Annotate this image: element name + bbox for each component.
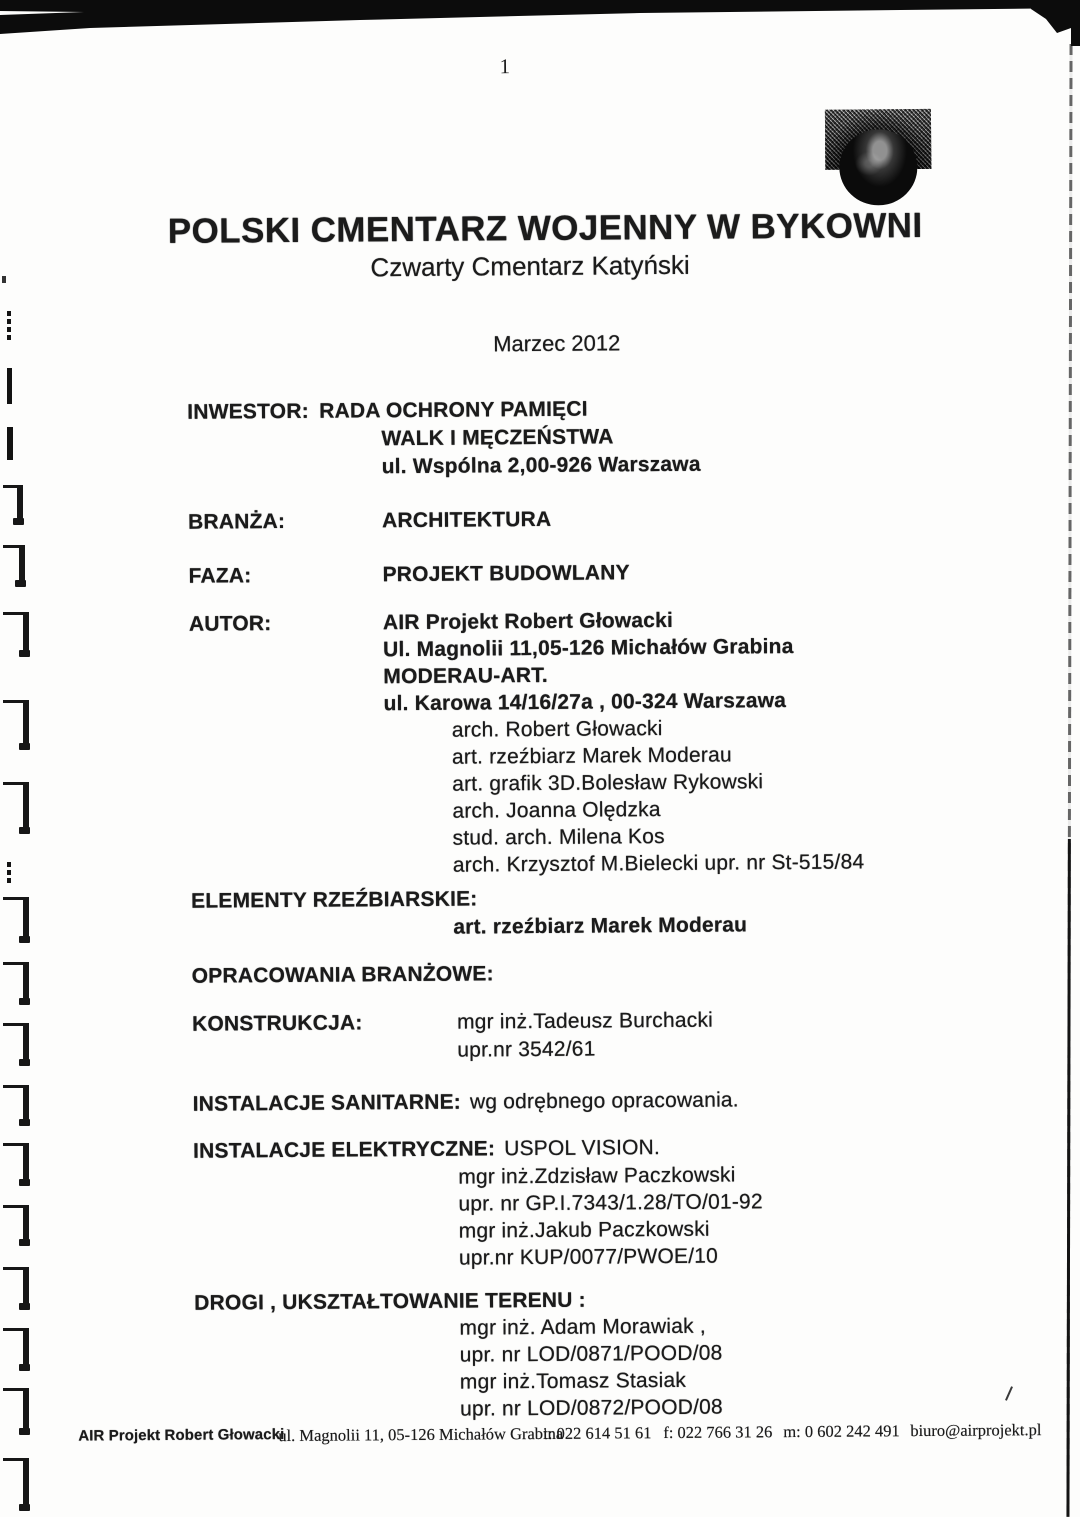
autor-team-member: art. rzeźbiarz Marek Moderau [451,743,732,769]
drogi-label: DROGI , UKSZTAŁTOWANIE TERENU : [194,1288,586,1315]
inwestor-value-line3: ul. Wspólna 2,00-926 Warszawa [381,452,701,479]
elektryczne-staff-line: upr.nr KUP/0077/PWOE/10 [458,1244,719,1270]
elementy-label: ELEMENTY RZEŹBIARSKIE: [191,887,478,913]
autor-team-member: stud. arch. Milena Kos [452,825,665,850]
autor-team-member: arch. Joanna Olędzka [452,798,661,823]
elementy-value: art. rzeźbiarz Marek Moderau [453,913,748,939]
logo-globe-circle [839,129,918,206]
sanitarne-line [193,1088,739,1116]
document-date: Marzec 2012 [493,330,621,357]
inwestor-label: INWESTOR: [187,399,309,424]
document-title: POLSKI CMENTARZ WOJENNY W BYKOWNI [167,205,923,251]
footer-fax: f: 022 766 31 26 [663,1422,773,1443]
page-number: 1 [499,54,511,79]
sanitarne-value: wg odrębnego opracowania. [469,1088,739,1114]
inwestor-value-line1: RADA OCHRONY PAMIĘCI [319,397,588,423]
faza-value: PROJEKT BUDOWLANY [382,561,630,587]
konstrukcja-label: KONSTRUKCJA: [191,1011,363,1036]
autor-team-member: arch. Krzysztof M.Bielecki upr. nr St-515/84 [452,850,865,877]
elektryczne-label: INSTALACJE ELEKTRYCZNE: [192,1137,496,1163]
branza-value: ARCHITEKTURA [382,507,552,533]
autor-value-line4: ul. Karowa 14/16/27a , 00-324 Warszawa [383,689,787,716]
footer-company: AIR Projekt Robert Głowacki [78,1426,285,1445]
elektryczne-line [193,1136,660,1164]
footer-address: ul. Magnolii 11, 05-126 Michałów Grabina [278,1423,564,1446]
sanitarne-label: INSTALACJE SANITARNE: [192,1090,462,1116]
drogi-staff-line: mgr inż.Tomasz Stasiak [459,1368,687,1394]
company-globe-logo-icon [825,107,932,208]
branza-label: BRANŻA: [188,509,286,534]
inwestor-value-line2: WALK I MĘCZEŃSTWA [381,425,614,451]
autor-value-line1: AIR Projekt Robert Głowacki [382,608,674,635]
footer-mobile: m: 0 602 242 491 [783,1421,900,1442]
autor-value-line2: Ul. Magnolii 11,05-126 Michałów Grabina [383,635,794,662]
autor-team-member: art. grafik 3D.Bolesław Rykowski [452,770,764,796]
document-subtitle: Czwarty Cmentarz Katyński [370,249,690,283]
drogi-staff-line: upr. nr LOD/0871/POOD/08 [459,1341,723,1367]
elektryczne-staff-line: mgr inż.Zdzisław Paczkowski [458,1163,736,1189]
autor-team-member: arch. Robert Głowacki [451,717,663,742]
autor-label: AUTOR: [188,612,272,636]
footer-phone: t: 022 614 51 61 [543,1423,652,1443]
elektryczne-value: USPOL VISION. [504,1136,661,1161]
drogi-staff-line: upr. nr LOD/0872/POOD/08 [460,1395,723,1421]
drogi-staff-line: mgr inż. Adam Morawiak , [459,1314,706,1340]
footer-email: biuro@airprojekt.pl [910,1420,1042,1441]
elektryczne-staff-line: mgr inż.Jakub Paczkowski [458,1217,710,1243]
konstrukcja-value-line1: mgr inż.Tadeusz Burchacki [456,1008,714,1034]
faza-label: FAZA: [188,564,252,588]
opracowania-label: OPRACOWANIA BRANŻOWE: [191,962,494,988]
elektryczne-staff-line: upr. nr GP.I.7343/1.28/TO/01-92 [458,1190,763,1216]
autor-value-line3: MODERAU-ART. [383,663,548,689]
konstrukcja-value-line2: upr.nr 3542/61 [457,1037,596,1062]
